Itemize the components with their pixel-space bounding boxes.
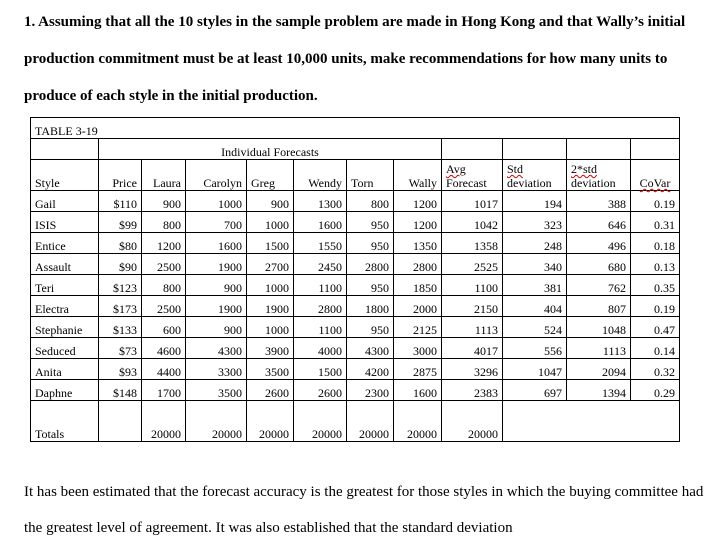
value-cell: 0.19 <box>631 191 680 212</box>
value-cell: 3500 <box>247 359 294 380</box>
value-cell: $73 <box>99 338 142 359</box>
value-cell: 524 <box>503 317 567 338</box>
style-cell: Stephanie <box>31 317 99 338</box>
covar-header: CoVar <box>631 160 680 191</box>
value-cell: 1394 <box>567 380 631 401</box>
value-cell: 2800 <box>394 254 442 275</box>
empty-cell <box>503 401 680 442</box>
value-cell: 1100 <box>442 275 503 296</box>
value-cell: 323 <box>503 212 567 233</box>
table-row <box>31 275 680 296</box>
value-cell: 4200 <box>347 359 394 380</box>
value-cell: 1000 <box>247 212 294 233</box>
avg-header: Avg Forecast <box>442 160 503 191</box>
table-row <box>31 296 680 317</box>
value-cell: $123 <box>99 275 142 296</box>
paragraph-text: It has been estimated that the forecast accuracy is the greatest for those styles in which the buying committee had the greatest level of agreement. It was also established that the standard deviation <box>24 484 704 536</box>
value-cell: 1550 <box>294 233 347 254</box>
value-cell: 2875 <box>394 359 442 380</box>
style-cell: Electra <box>31 296 99 317</box>
value-cell: 2094 <box>567 359 631 380</box>
value-cell: 2800 <box>347 254 394 275</box>
value-cell: 1000 <box>247 275 294 296</box>
value-cell: 1100 <box>294 275 347 296</box>
value-cell: 4300 <box>347 338 394 359</box>
total-cell: 20000 <box>442 401 503 442</box>
std-header: Std deviation <box>503 160 567 191</box>
col-header: Wendy <box>294 160 347 191</box>
value-cell: 762 <box>567 275 631 296</box>
value-cell: 600 <box>142 317 186 338</box>
table-row <box>31 359 680 380</box>
total-cell: 20000 <box>142 401 186 442</box>
col-header: Style <box>31 160 99 191</box>
forecast-table <box>30 117 680 442</box>
value-cell: 1600 <box>294 212 347 233</box>
value-cell: 381 <box>503 275 567 296</box>
value-cell: 1700 <box>142 380 186 401</box>
value-cell: 0.18 <box>631 233 680 254</box>
value-cell: 1100 <box>294 317 347 338</box>
value-cell: $173 <box>99 296 142 317</box>
value-cell: 496 <box>567 233 631 254</box>
total-cell: 20000 <box>186 401 247 442</box>
value-cell: 194 <box>503 191 567 212</box>
col-header: Wally <box>394 160 442 191</box>
value-cell: 340 <box>503 254 567 275</box>
value-cell: 900 <box>186 275 247 296</box>
total-cell <box>99 401 142 442</box>
table-row <box>31 191 680 212</box>
value-cell: 1600 <box>394 380 442 401</box>
total-cell: 20000 <box>394 401 442 442</box>
group-header: Individual Forecasts <box>99 139 442 160</box>
value-cell: 4300 <box>186 338 247 359</box>
totals-row <box>31 401 680 442</box>
value-cell: 800 <box>347 191 394 212</box>
table-row <box>31 317 680 338</box>
value-cell: 1047 <box>503 359 567 380</box>
value-cell: $80 <box>99 233 142 254</box>
value-cell: 1200 <box>394 212 442 233</box>
value-cell: 3500 <box>186 380 247 401</box>
table-title: TABLE 3-19 <box>31 118 680 139</box>
value-cell: 800 <box>142 212 186 233</box>
style-cell: Teri <box>31 275 99 296</box>
value-cell: 1900 <box>186 254 247 275</box>
value-cell: $110 <box>99 191 142 212</box>
value-cell: 4000 <box>294 338 347 359</box>
col-header: Laura <box>142 160 186 191</box>
value-cell: 1500 <box>294 359 347 380</box>
value-cell: 388 <box>567 191 631 212</box>
value-cell: 1000 <box>247 317 294 338</box>
value-cell: 680 <box>567 254 631 275</box>
style-cell: Gail <box>31 191 99 212</box>
value-cell: 1017 <box>442 191 503 212</box>
value-cell: 2500 <box>142 254 186 275</box>
value-cell: 646 <box>567 212 631 233</box>
value-cell: 3900 <box>247 338 294 359</box>
value-cell: 2800 <box>294 296 347 317</box>
value-cell: 1850 <box>394 275 442 296</box>
value-cell: 0.35 <box>631 275 680 296</box>
value-cell: 4600 <box>142 338 186 359</box>
value-cell: 1042 <box>442 212 503 233</box>
value-cell: $90 <box>99 254 142 275</box>
value-cell: 1900 <box>186 296 247 317</box>
total-cell: 20000 <box>347 401 394 442</box>
std2-header: 2*std deviation <box>567 160 631 191</box>
value-cell: 1113 <box>567 338 631 359</box>
style-cell: Seduced <box>31 338 99 359</box>
value-cell: 1358 <box>442 233 503 254</box>
value-cell: 2300 <box>347 380 394 401</box>
col-header: Carolyn <box>186 160 247 191</box>
value-cell: 1800 <box>347 296 394 317</box>
value-cell: 404 <box>503 296 567 317</box>
table-row <box>31 338 680 359</box>
value-cell: 1000 <box>186 191 247 212</box>
value-cell: 700 <box>186 212 247 233</box>
value-cell: 4400 <box>142 359 186 380</box>
value-cell: 1048 <box>567 317 631 338</box>
value-cell: 248 <box>503 233 567 254</box>
value-cell: 0.19 <box>631 296 680 317</box>
value-cell: 1350 <box>394 233 442 254</box>
value-cell: 950 <box>347 317 394 338</box>
total-cell: 20000 <box>294 401 347 442</box>
value-cell: 950 <box>347 233 394 254</box>
value-cell: $133 <box>99 317 142 338</box>
value-cell: 807 <box>567 296 631 317</box>
value-cell: 0.13 <box>631 254 680 275</box>
value-cell: 0.32 <box>631 359 680 380</box>
value-cell: 2500 <box>142 296 186 317</box>
value-cell: 3000 <box>394 338 442 359</box>
value-cell: $93 <box>99 359 142 380</box>
value-cell: 950 <box>347 275 394 296</box>
value-cell: 2600 <box>247 380 294 401</box>
value-cell: 2700 <box>247 254 294 275</box>
style-cell: Assault <box>31 254 99 275</box>
value-cell: $99 <box>99 212 142 233</box>
col-header: Torn <box>347 160 394 191</box>
totals-label: Totals <box>31 401 99 442</box>
value-cell: 0.47 <box>631 317 680 338</box>
value-cell: 0.14 <box>631 338 680 359</box>
style-cell: ISIS <box>31 212 99 233</box>
style-cell: Daphne <box>31 380 99 401</box>
value-cell: 556 <box>503 338 567 359</box>
value-cell: 950 <box>347 212 394 233</box>
value-cell: 2125 <box>394 317 442 338</box>
value-cell: 0.31 <box>631 212 680 233</box>
value-cell: 4017 <box>442 338 503 359</box>
value-cell: 2600 <box>294 380 347 401</box>
value-cell: 1200 <box>142 233 186 254</box>
table-row <box>31 380 680 401</box>
col-header: Greg <box>247 160 294 191</box>
value-cell: 697 <box>503 380 567 401</box>
value-cell: 1900 <box>247 296 294 317</box>
value-cell: 1500 <box>247 233 294 254</box>
value-cell: 2150 <box>442 296 503 317</box>
value-cell: 2525 <box>442 254 503 275</box>
value-cell: 900 <box>247 191 294 212</box>
style-cell: Entice <box>31 233 99 254</box>
table-row <box>31 233 680 254</box>
value-cell: 1300 <box>294 191 347 212</box>
value-cell: 800 <box>142 275 186 296</box>
table-row <box>31 212 680 233</box>
value-cell: 0.29 <box>631 380 680 401</box>
value-cell: 3296 <box>442 359 503 380</box>
value-cell: $148 <box>99 380 142 401</box>
total-cell: 20000 <box>247 401 294 442</box>
value-cell: 900 <box>142 191 186 212</box>
value-cell: 1200 <box>394 191 442 212</box>
question-text: 1. Assuming that all the 10 styles in the sample problem are made in Hong Kong and that Wally’s initial production commitment must be at least 10,000 units, make recommendations for how many units to produce of each style in the initial production. <box>24 14 686 104</box>
table-row <box>31 254 680 275</box>
value-cell: 900 <box>186 317 247 338</box>
value-cell: 1600 <box>186 233 247 254</box>
value-cell: 1113 <box>442 317 503 338</box>
value-cell: 2000 <box>394 296 442 317</box>
style-cell: Anita <box>31 359 99 380</box>
value-cell: 2383 <box>442 380 503 401</box>
col-header: Price <box>99 160 142 191</box>
value-cell: 3300 <box>186 359 247 380</box>
value-cell: 2450 <box>294 254 347 275</box>
